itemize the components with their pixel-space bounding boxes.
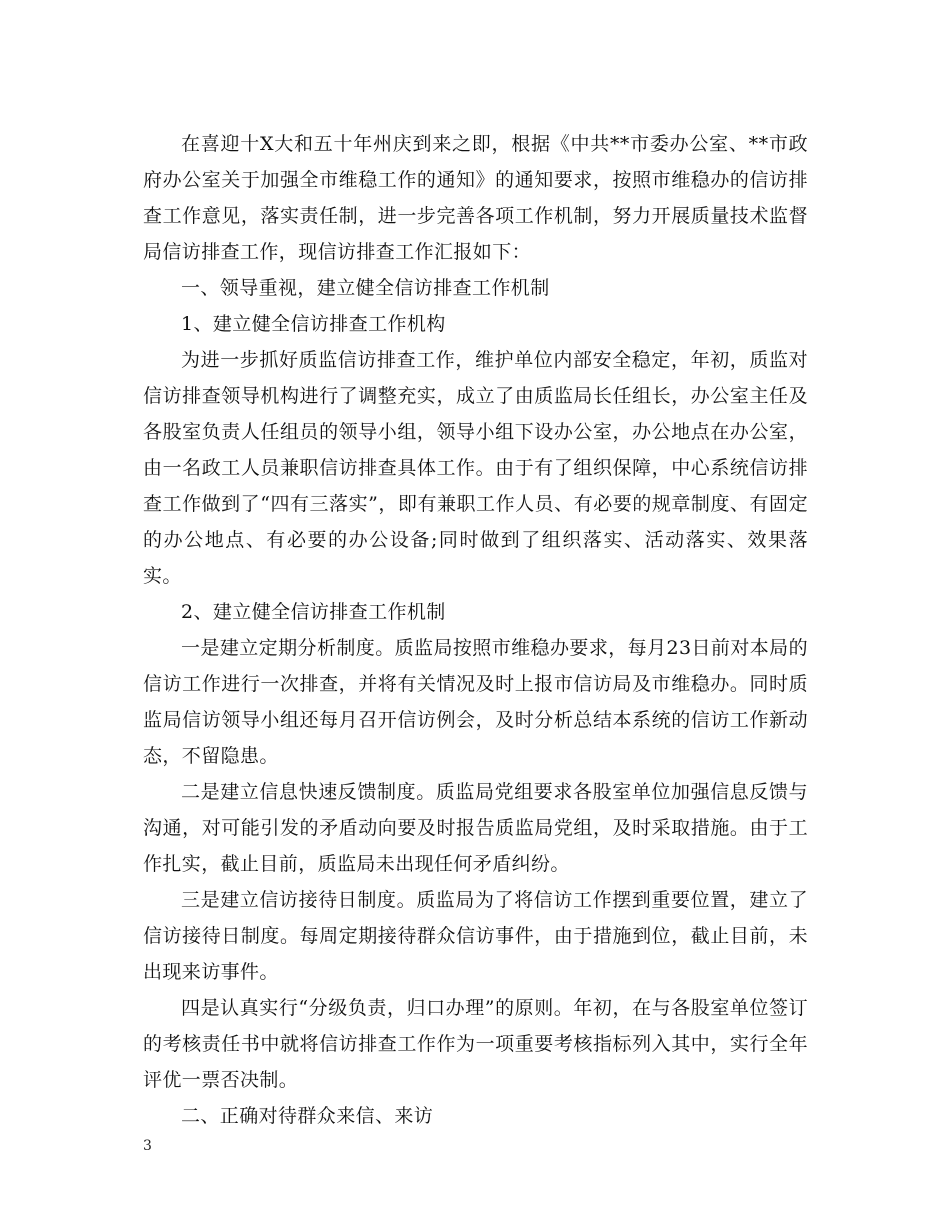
intro-paragraph: 在喜迎十X大和五十年州庆到来之即，根据《中共**市委办公室、**市政府办公室关于加强全市维稳工作的通知》的通知要求，按照市维稳办的信访排查工作意见，落实责任制，进一步完善各项工作机制，努力开展质量技术监督局信访排查工作，现信访排查工作汇报如下： xyxy=(143,133,808,263)
body-paragraph: 四是认真实行“分级负责，归口办理”的原则。年初，在与各股室单位签订的考核责任书中就将信访排查工作作为一项重要考核指标列入其中，实行全年评优一票否决制。 xyxy=(143,997,808,1091)
page-number: 3 xyxy=(143,1138,152,1154)
subsection-heading-1-1: 1、建立健全信访排查工作机构 xyxy=(181,313,446,335)
body-paragraph: 三是建立信访接待日制度。质监局为了将信访工作摆到重要位置，建立了信访接待日制度。每周定期接待群众信访事件，由于措施到位，截止目前，未出现来访事件。 xyxy=(143,889,808,983)
document-body xyxy=(143,126,808,1134)
body-paragraph: 一是建立定期分析制度。质监局按照市维稳办要求，每月23日前对本局的信访工作进行一次排查，并将有关情况及时上报市信访局及市维稳办。同时质监局信访领导小组还每月召开信访例会，及时分析总结本系统的信访工作新动态，不留隐患。 xyxy=(143,637,808,767)
subsection-heading-1-2: 2、建立健全信访排查工作机制 xyxy=(181,601,446,623)
body-paragraph: 二是建立信息快速反馈制度。质监局党组要求各股室单位加强信息反馈与沟通，对可能引发的矛盾动向要及时报告质监局党组，及时采取措施。由于工作扎实，截止目前，质监局未出现任何矛盾纠纷。 xyxy=(143,781,808,875)
section-heading-2: 二、正确对待群众来信、来访 xyxy=(181,1105,434,1127)
body-paragraph: 为进一步抓好质监信访排查工作，维护单位内部安全稳定，年初，质监对信访排查领导机构进行了调整充实，成立了由质监局长任组长，办公室主任及各股室负责人任组员的领导小组，领导小组下设办公室，办公地点在办公室，由一名政工人员兼职信访排查具体工作。由于有了组织保障，中心系统信访排查工作做到了“四有三落实”，即有兼职工作人员、有必要的规章制度、有固定的办公地点、有必要的办公设备;同时做到了组织落实、活动落实、效果落实。 xyxy=(143,349,808,587)
section-heading-1: 一、领导重视，建立健全信访排查工作机制 xyxy=(181,277,550,299)
